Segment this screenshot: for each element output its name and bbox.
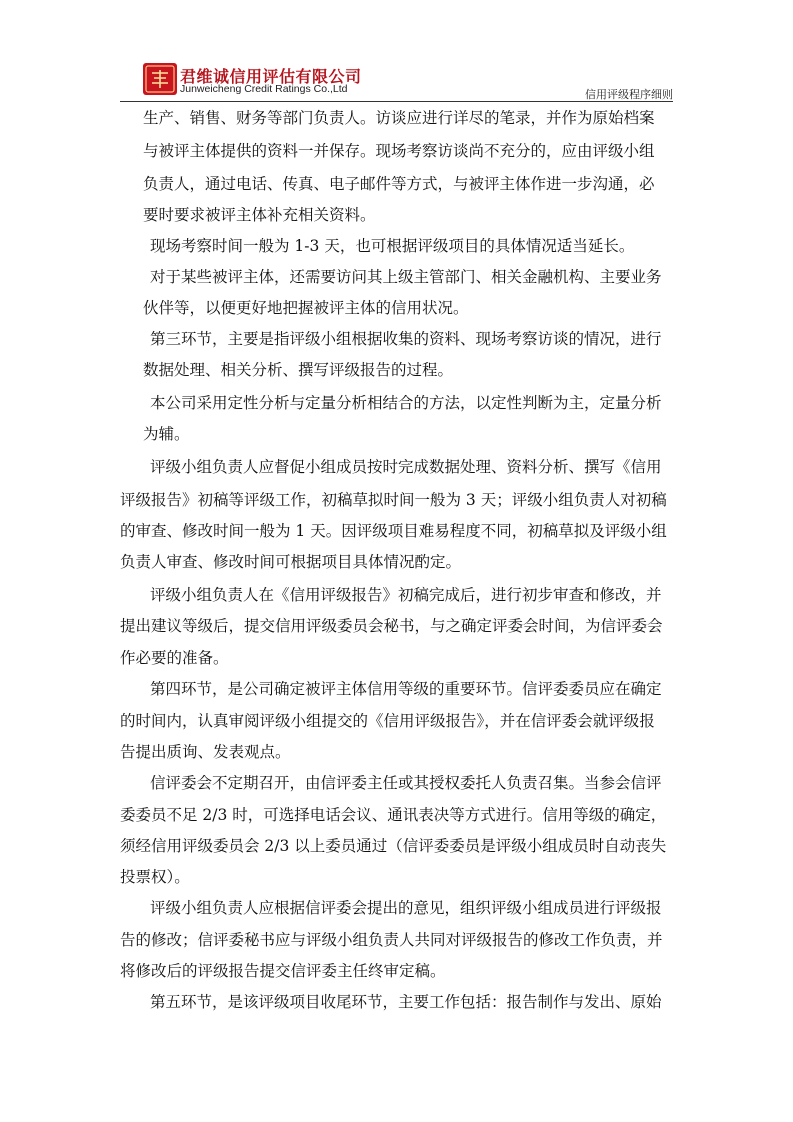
body-line: 第三环节，主要是指评级小组根据收集的资料、现场考察访谈的情况，进行 xyxy=(150,330,662,348)
header-divider xyxy=(120,101,673,102)
body-line: 要时要求被评主体补充相关资料。 xyxy=(143,206,376,224)
company-name-en: Junweicheng Credit Ratings Co.,Ltd xyxy=(180,83,348,95)
body-line: 第五环节，是该评级项目收尾环节，主要工作包括：报告制作与发出、原始 xyxy=(150,993,662,1011)
page-header xyxy=(0,0,793,104)
body-line: 对于某些被评主体，还需要访问其上级主管部门、相关金融机构、主要业务 xyxy=(150,268,662,286)
body-line: 评级小组负责人应根据信评委会提出的意见，组织评级小组成员进行评级报 xyxy=(150,899,662,917)
body-line: 提出建议等级后，提交信用评级委员会秘书，与之确定评委会时间，为信评委会 xyxy=(120,617,663,635)
body-line: 告提出质询、发表观点。 xyxy=(120,743,291,761)
body-line: 告的修改；信评委秘书应与评级小组负责人共同对评级报告的修改工作负责，并 xyxy=(120,931,663,949)
company-logo-icon xyxy=(143,63,177,95)
body-line: 负责人审查、修改时间可根据项目具体情况酌定。 xyxy=(120,553,462,571)
body-line: 第四环节，是公司确定被评主体信用等级的重要环节。信评委委员应在确定 xyxy=(150,680,662,698)
body-line: 委委员不足 2/3 时，可选择电话会议、通讯表决等方式进行。信用等级的确定， xyxy=(120,806,667,824)
body-line: 的审查、修改时间一般为 1 天。因评级项目难易程度不同，初稿草拟及评级小组 xyxy=(120,522,667,540)
body-line: 现场考察时间一般为 1-3 天，也可根据评级项目的具体情况适当延长。 xyxy=(150,237,635,255)
body-line: 评级报告》初稿等评级工作，初稿草拟时间一般为 3 天；评级小组负责人对初稿 xyxy=(120,491,667,509)
body-line: 信评委会不定期召开，由信评委主任或其授权委托人负责召集。当参会信评 xyxy=(150,774,662,792)
company-name-cn: 君维诚信用评估有限公司 xyxy=(180,67,362,86)
body-line: 本公司采用定性分析与定量分析相结合的方法，以定性判断为主，定量分析 xyxy=(150,394,662,412)
body-line: 的时间内，认真审阅评级小组提交的《信用评级报告》，并在信评委会就评级报 xyxy=(120,712,655,730)
body-line: 伙伴等，以便更好地把握被评主体的信用状况。 xyxy=(143,299,469,317)
body-line: 将修改后的评级报告提交信评委主任终审定稿。 xyxy=(120,962,446,980)
body-line: 数据处理、相关分析、撰写评级报告的过程。 xyxy=(143,361,454,379)
body-line: 生产、销售、财务等部门负责人。访谈应进行详尽的笔录，并作为原始档案 xyxy=(143,109,655,127)
body-line: 与被评主体提供的资料一并保存。现场考察访谈尚不充分的，应由评级小组 xyxy=(143,142,655,160)
body-line: 负责人，通过电话、传真、电子邮件等方式，与被评主体作进一步沟通，必 xyxy=(143,175,655,193)
body-line: 作必要的准备。 xyxy=(120,649,229,667)
body-line: 投票权）。 xyxy=(120,868,190,886)
body-line: 评级小组负责人在《信用评级报告》初稿完成后，进行初步审查和修改，并 xyxy=(150,586,662,604)
body-line: 须经信用评级委员会 2/3 以上委员通过（信评委委员是评级小组成员时自动丧失 xyxy=(120,837,667,855)
document-title: 信用评级程序细则 xyxy=(585,88,673,101)
body-line: 为辅。 xyxy=(143,425,190,443)
body-line: 评级小组负责人应督促小组成员按时完成数据处理、资料分析、撰写《信用 xyxy=(150,458,662,476)
